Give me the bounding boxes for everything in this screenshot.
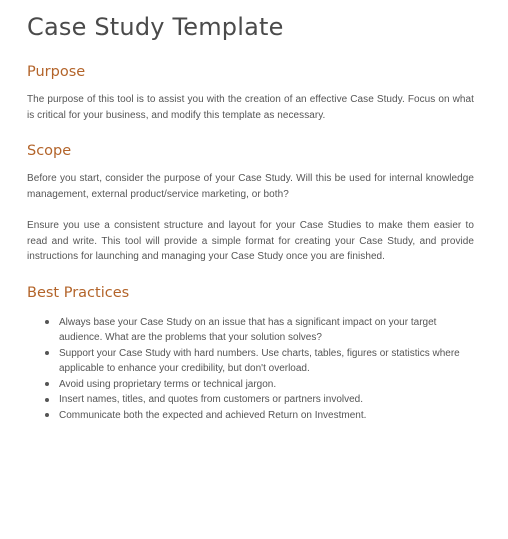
list-item-text: Communicate both the expected and achieved Return on Investment. xyxy=(59,409,367,421)
list-item xyxy=(45,377,474,393)
scope-heading: Scope xyxy=(27,143,72,159)
list-item xyxy=(45,408,474,424)
list-item xyxy=(45,346,474,377)
scope-paragraph-2: Ensure you use a consistent structure and layout for your Case Studies to make them easier to read and write. This tool will provide a simple format for creating your Case Study, and provide instructions for launching and managing your Case Study once you are finished. xyxy=(27,220,474,262)
bullet-icon xyxy=(45,351,49,355)
purpose-section xyxy=(27,62,474,123)
bullet-icon xyxy=(45,382,49,386)
best-practices-section xyxy=(27,283,474,424)
scope-section xyxy=(27,141,474,265)
document-title: Case Study Template xyxy=(27,13,284,41)
purpose-heading: Purpose xyxy=(27,64,86,80)
list-item-text: Always base your Case Study on an issue that has a significant impact on your target audience. What are the problems that your solution solves? xyxy=(59,316,437,343)
best-practices-heading: Best Practices xyxy=(27,284,130,301)
list-item-text: Support your Case Study with hard numbers. Use charts, tables, figures or statistics where applicable to enhance your credibility, but don't overload. xyxy=(59,347,460,374)
list-item xyxy=(45,392,474,408)
bullet-icon xyxy=(45,413,49,417)
scope-paragraph-1: Before you start, consider the purpose of your Case Study. Will this be used for internal knowledge management, external product/service marketing, or both? xyxy=(27,173,474,200)
purpose-paragraph: The purpose of this tool is to assist you with the creation of an effective Case Study. Focus on what is critical for your business, and modify this template as necessary. xyxy=(27,94,474,121)
bullet-icon xyxy=(45,398,49,402)
list-item-text: Insert names, titles, and quotes from customers or partners involved. xyxy=(59,394,364,405)
list-item-text: Avoid using proprietary terms or technical jargon. xyxy=(59,378,277,390)
bullet-icon xyxy=(45,320,49,324)
best-practices-list xyxy=(27,315,474,424)
list-item xyxy=(45,315,474,346)
